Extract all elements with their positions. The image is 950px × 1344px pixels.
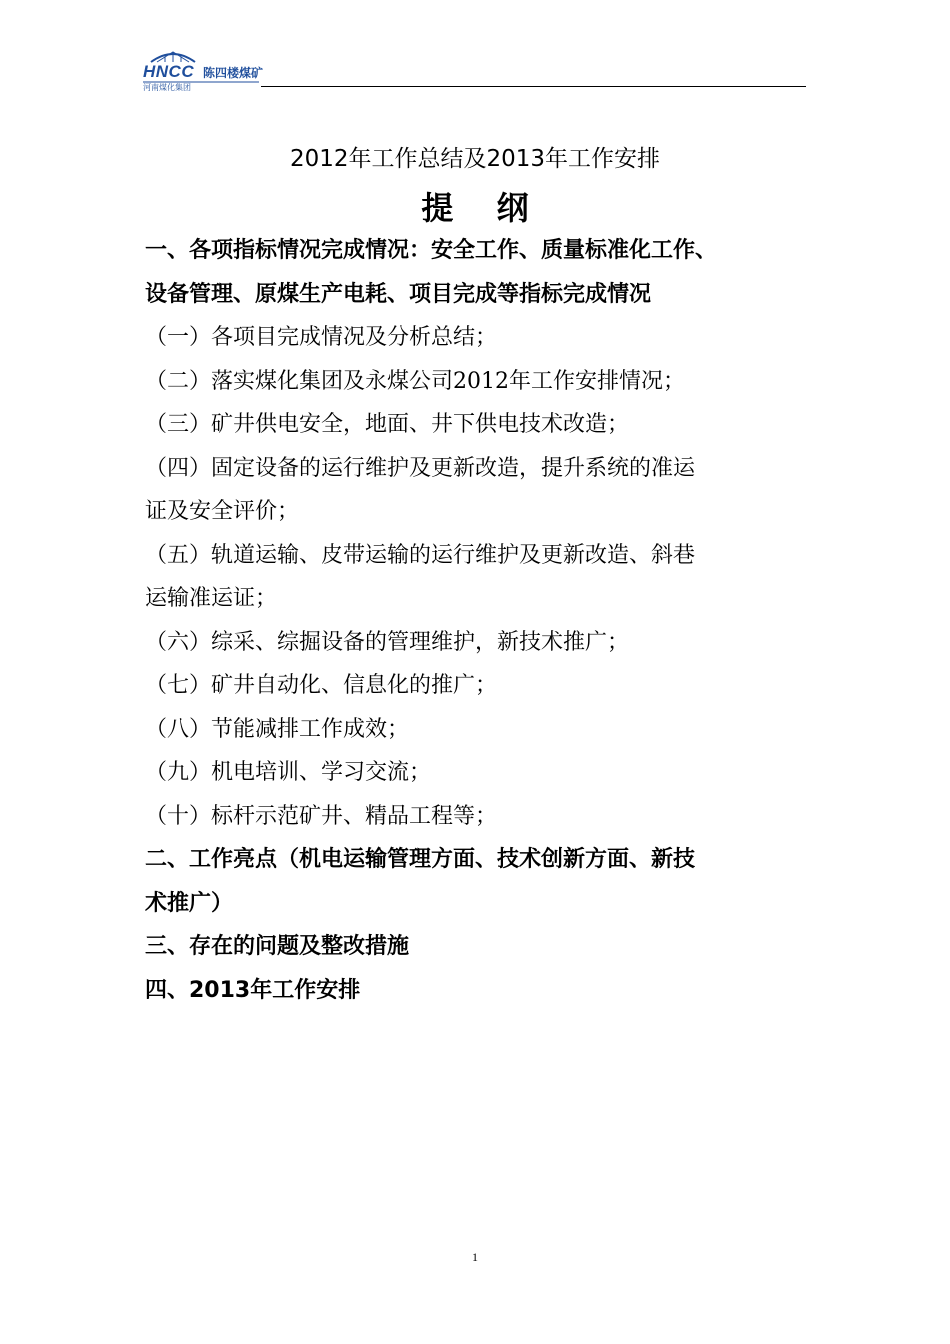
- document-subtitle: 提 纲: [421, 189, 545, 227]
- page-number: 1: [472, 1250, 478, 1264]
- outline-heading-line: 设备管理、原煤生产电耗、项目完成等指标完成情况: [145, 281, 652, 307]
- outline-item-line: 证及安全评价；: [145, 499, 300, 524]
- document-title: 2012年工作总结及2013年工作安排: [289, 146, 661, 172]
- outline-body: [145, 229, 810, 1012]
- page-header: [143, 44, 806, 92]
- outline-heading-line: 四、2013年工作安排: [145, 977, 361, 1003]
- outline-item-line: （二）落实煤化集团及永煤公司2012年工作安排情况；: [145, 368, 685, 394]
- company-logo: [143, 44, 263, 92]
- outline-heading-line: 术推广）: [145, 890, 234, 916]
- logo-wordmark: HNCC: [143, 62, 195, 81]
- logo-company-name: 陈四楼煤矿: [203, 66, 264, 80]
- outline-item-line: （三）矿井供电安全，地面、井下供电技术改造；: [145, 412, 630, 437]
- outline-item-line: （一）各项目完成情况及分析总结；: [145, 325, 498, 350]
- outline-item-line: （六）综采、综掘设备的管理维护，新技术推广；: [145, 629, 630, 655]
- outline-item-line: （四）固定设备的运行维护及更新改造，提升系统的准运: [145, 455, 696, 481]
- logo-group-name: 河南煤化集团: [143, 83, 191, 92]
- outline-item-line: （七）矿井自动化、信息化的推广；: [145, 673, 498, 698]
- outline-heading-line: 三、存在的问题及整改措施: [145, 934, 410, 959]
- outline-item-line: （九）机电培训、学习交流；: [145, 760, 432, 785]
- outline-item-line: （八）节能减排工作成效；: [145, 716, 410, 742]
- header-divider: [261, 86, 806, 87]
- outline-heading-line: 二、工作亮点（机电运输管理方面、技术创新方面、新技: [145, 847, 696, 872]
- outline-heading-line: 一、各项指标情况完成情况：安全工作、质量标准化工作、: [145, 238, 718, 263]
- outline-item-line: 运输准运证；: [145, 586, 278, 611]
- outline-item-line: （五）轨道运输、皮带运输的运行维护及更新改造、斜巷: [145, 542, 696, 568]
- outline-item-line: （十）标杆示范矿井、精品工程等；: [145, 803, 498, 829]
